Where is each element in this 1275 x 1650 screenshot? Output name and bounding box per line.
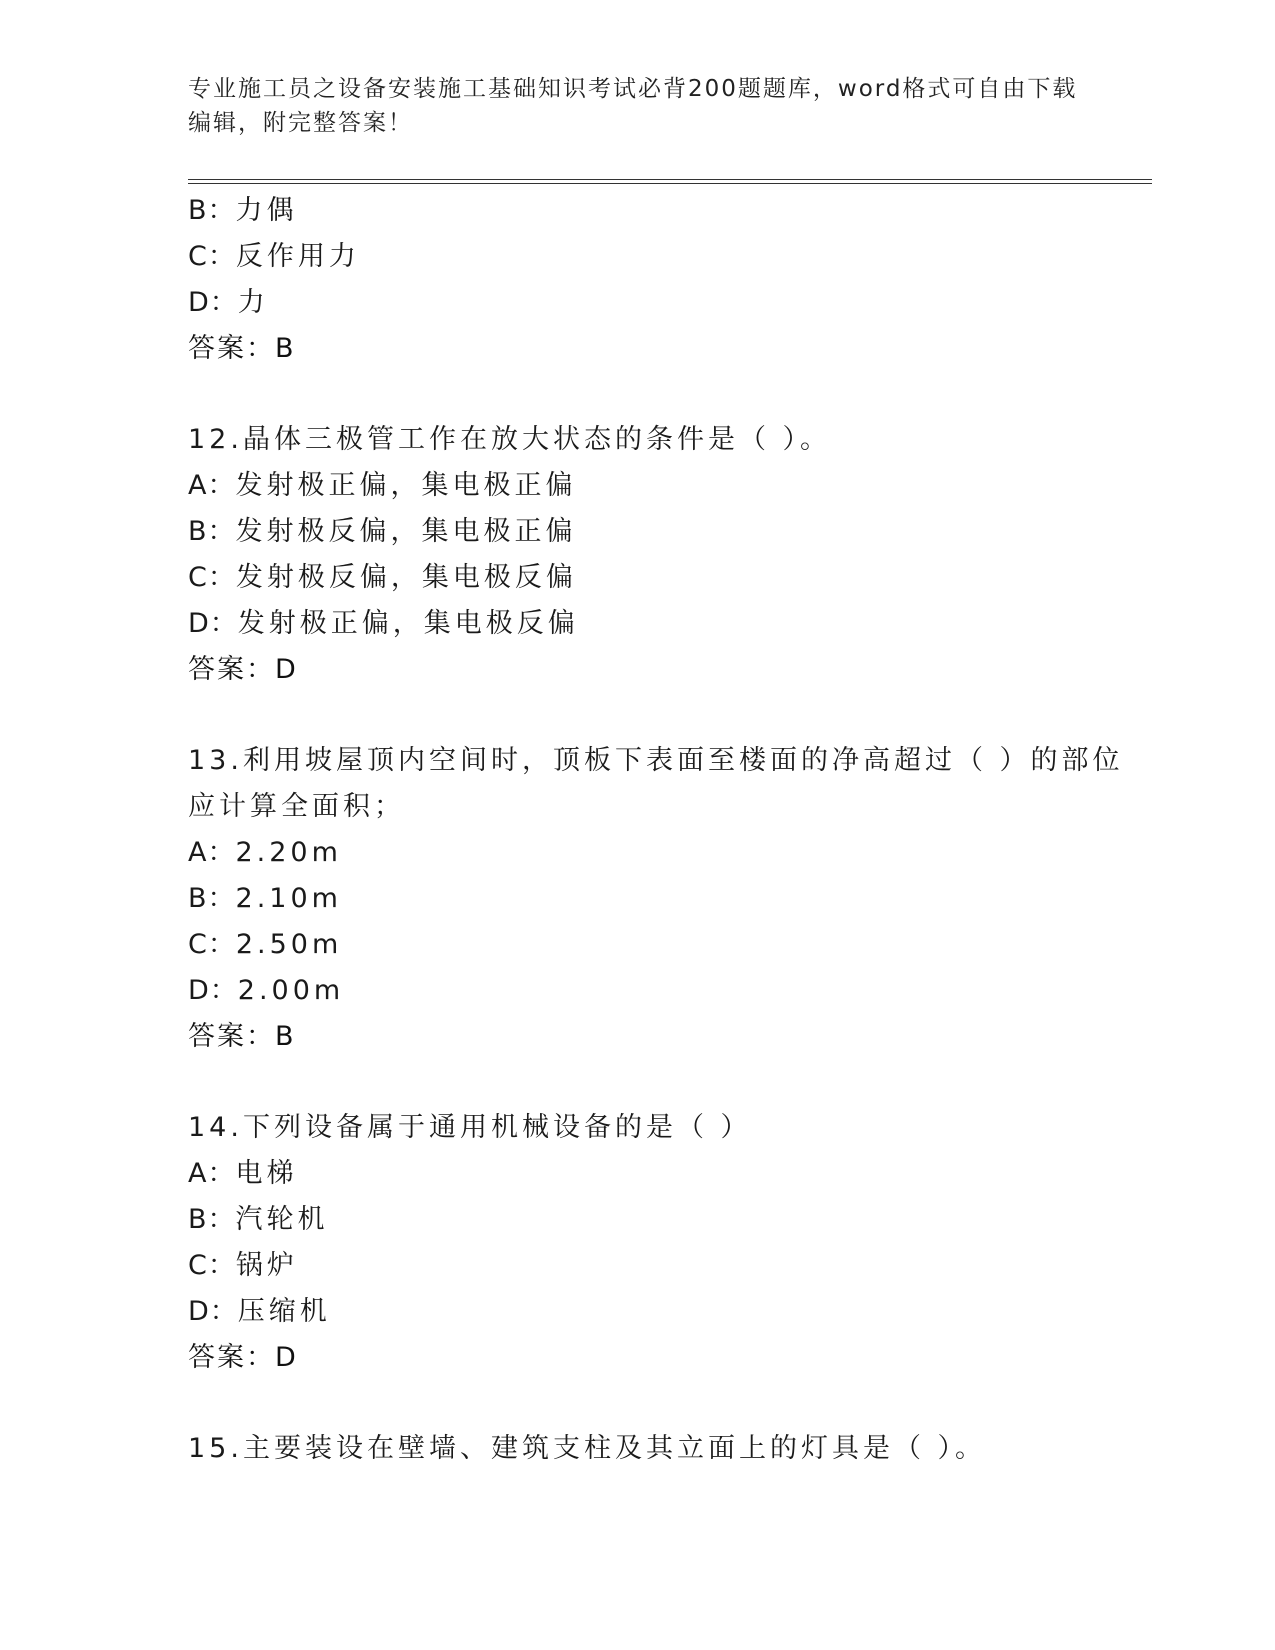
question-stem-line-1: 13.利用坡屋顶内空间时，顶板下表面至楼面的净高超过（ ）的部位 bbox=[188, 745, 1124, 776]
option-b: B：2.10m bbox=[188, 883, 342, 914]
header-divider-top bbox=[188, 179, 1152, 180]
option-a: A：2.20m bbox=[188, 837, 342, 868]
question-15 bbox=[188, 1426, 1088, 1472]
question-stem: 15.主要装设在壁墙、建筑支柱及其立面上的灯具是（ ）。 bbox=[188, 1433, 987, 1464]
question-stem: 14.下列设备属于通用机械设备的是（ ） bbox=[188, 1112, 752, 1143]
option-d: D：压缩机 bbox=[188, 1296, 331, 1327]
option-c: C：发射极反偏，集电极反偏 bbox=[188, 562, 577, 593]
option-b: B：发射极反偏，集电极正偏 bbox=[188, 516, 577, 547]
question-stem-line-2: 应计算全面积； bbox=[188, 791, 405, 822]
option-d: D：力 bbox=[188, 287, 269, 318]
option-b: B：汽轮机 bbox=[188, 1204, 329, 1235]
option-d: D：2.00m bbox=[188, 975, 345, 1006]
answer-12: 答案：D bbox=[188, 654, 298, 685]
answer-13: 答案：B bbox=[188, 1021, 296, 1052]
question-12 bbox=[188, 417, 1088, 693]
option-c: C：2.50m bbox=[188, 929, 343, 960]
header-line-2: 编辑，附完整答案！ bbox=[188, 110, 413, 136]
header-divider-bottom bbox=[188, 183, 1152, 184]
option-d: D：发射极正偏，集电极反偏 bbox=[188, 608, 579, 639]
question-stem: 12.晶体三极管工作在放大状态的条件是（ ）。 bbox=[188, 424, 832, 455]
option-a: A：发射极正偏，集电极正偏 bbox=[188, 470, 577, 501]
question-13 bbox=[188, 738, 1124, 1060]
header-line-1: 专业施工员之设备安装施工基础知识考试必背200题题库，word格式可自由下载 bbox=[188, 76, 1078, 102]
answer-14: 答案：D bbox=[188, 1342, 298, 1373]
document-header bbox=[188, 72, 1088, 140]
option-c: C：锅炉 bbox=[188, 1250, 298, 1281]
option-a: A：电梯 bbox=[188, 1158, 298, 1189]
option-c: C：反作用力 bbox=[188, 241, 360, 272]
option-b: B：力偶 bbox=[188, 195, 298, 226]
question-11-options bbox=[188, 188, 1088, 372]
question-list bbox=[188, 188, 1124, 1472]
answer-11: 答案：B bbox=[188, 333, 296, 364]
question-14 bbox=[188, 1105, 1088, 1381]
